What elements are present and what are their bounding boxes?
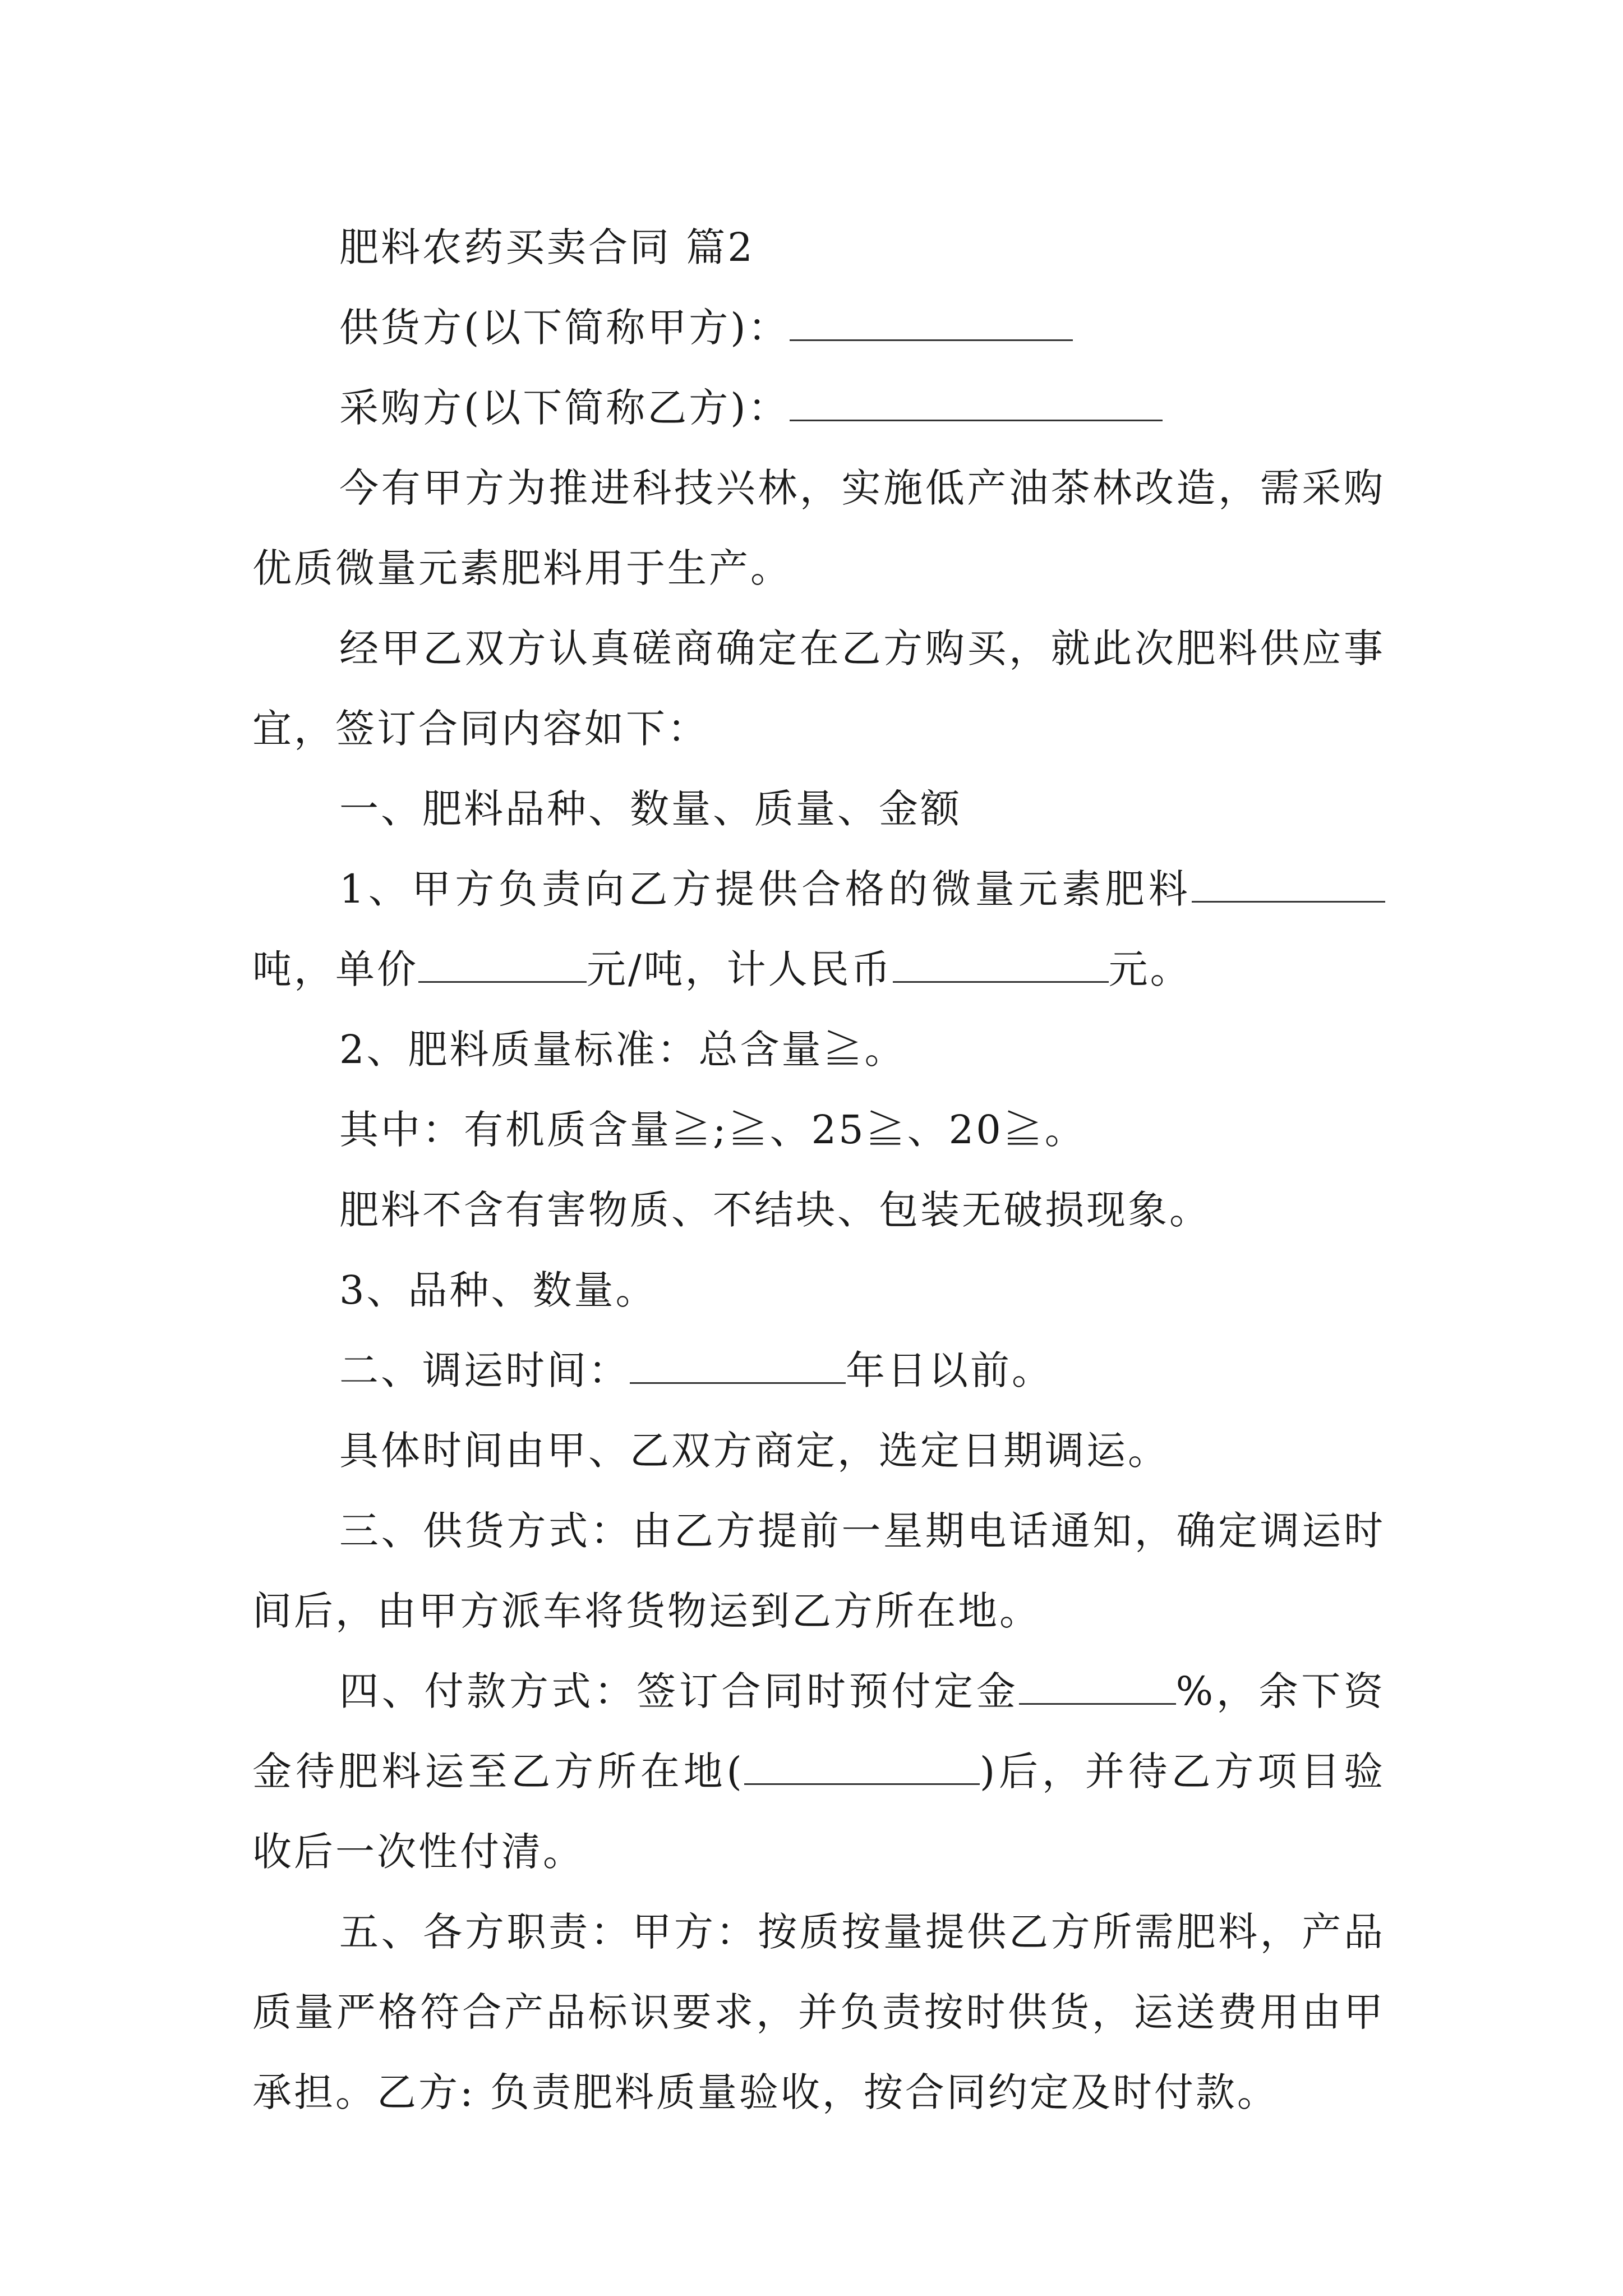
clause-1-1-text-d: 元。 — [1108, 946, 1192, 992]
supplier-blank — [790, 307, 1073, 341]
section-4-text-a: 四、付款方式：签订合同时预付定金 — [339, 1668, 1019, 1714]
section-heading-5 — [252, 1892, 1385, 2133]
clause-1-2b — [252, 1090, 1385, 1170]
section-3-text: 三、供货方式：由乙方提前一星期电话通知，确定调运时间后，由甲方派车将货物运到乙方所在地。 — [252, 1508, 1385, 1634]
clause-1-1-text-a: 1、甲方负责向乙方提供合格的微量元素肥料 — [339, 866, 1192, 912]
section-heading-3 — [252, 1491, 1385, 1651]
supplier-label: 供货方(以下简称甲方)： — [339, 305, 790, 351]
section-heading-1 — [252, 769, 1385, 849]
clause-1-2 — [252, 1010, 1385, 1090]
section-2b-text: 具体时间由甲、乙双方商定，选定日期调运。 — [339, 1428, 1169, 1474]
purchaser-blank — [790, 387, 1163, 421]
consultation-text: 经甲乙双方认真磋商确定在乙方购买，就此次肥料供应事宜，签订合同内容如下： — [252, 625, 1385, 752]
section-2-detail — [252, 1411, 1385, 1491]
location-blank — [744, 1751, 980, 1785]
section-heading-2 — [252, 1331, 1385, 1411]
clause-1-3 — [252, 1250, 1385, 1331]
clause-1-2b-text: 其中：有机质含量≧;≧、25≧、20≧。 — [339, 1107, 1086, 1153]
contract-title — [252, 208, 1385, 288]
section-5-text: 五、各方职责：甲方：按质按量提供乙方所需肥料，产品质量严格符合产品标识要求，并负责按时供货，运送费用由甲承担。乙方: 负责肥料质量验收，按合同约定及时付款。 — [252, 1909, 1385, 2115]
delivery-date-blank — [630, 1350, 846, 1384]
section-heading-4 — [252, 1651, 1385, 1892]
clause-1-1 — [252, 849, 1385, 1010]
clause-1-1-text-b: 吨，单价 — [252, 946, 418, 992]
clause-1-2-text: 2、肥料质量标准：总含量≧。 — [339, 1027, 906, 1073]
consultation-paragraph — [252, 609, 1385, 769]
unit-price-blank — [418, 949, 587, 983]
title-text: 肥料农药买卖合同 篇2 — [339, 224, 755, 270]
deposit-percent-blank — [1019, 1671, 1176, 1705]
section-1-text: 一、肥料品种、数量、质量、金额 — [339, 786, 962, 832]
total-amount-blank — [893, 949, 1109, 983]
clause-1-3-text: 3、品种、数量。 — [339, 1267, 657, 1313]
clause-1-2c-text: 肥料不含有害物质、不结块、包装无破损现象。 — [339, 1187, 1211, 1233]
clause-1-1-text-c: 元/吨，计人民币 — [587, 946, 893, 992]
tonnage-blank — [1192, 868, 1385, 903]
clause-1-2c — [252, 1170, 1385, 1250]
section-4-text-c: )后，并待乙方项目验收后一次性付清。 — [252, 1749, 1386, 1875]
section-4-text-b: %，余下资金待肥料运至乙方所在地( — [252, 1668, 1386, 1795]
contract-body — [252, 208, 1385, 2133]
section-2-text-a: 二、调运时间： — [339, 1347, 630, 1393]
intro-text: 今有甲方为推进科技兴林，实施低产油茶林改造，需采购优质微量元素肥料用于生产。 — [252, 465, 1385, 591]
purchaser-label: 采购方(以下简称乙方)： — [339, 385, 790, 431]
purchaser-line — [252, 368, 1385, 448]
intro-paragraph — [252, 448, 1385, 609]
section-2-text-b: 年日以前。 — [846, 1347, 1053, 1393]
supplier-line — [252, 288, 1385, 368]
